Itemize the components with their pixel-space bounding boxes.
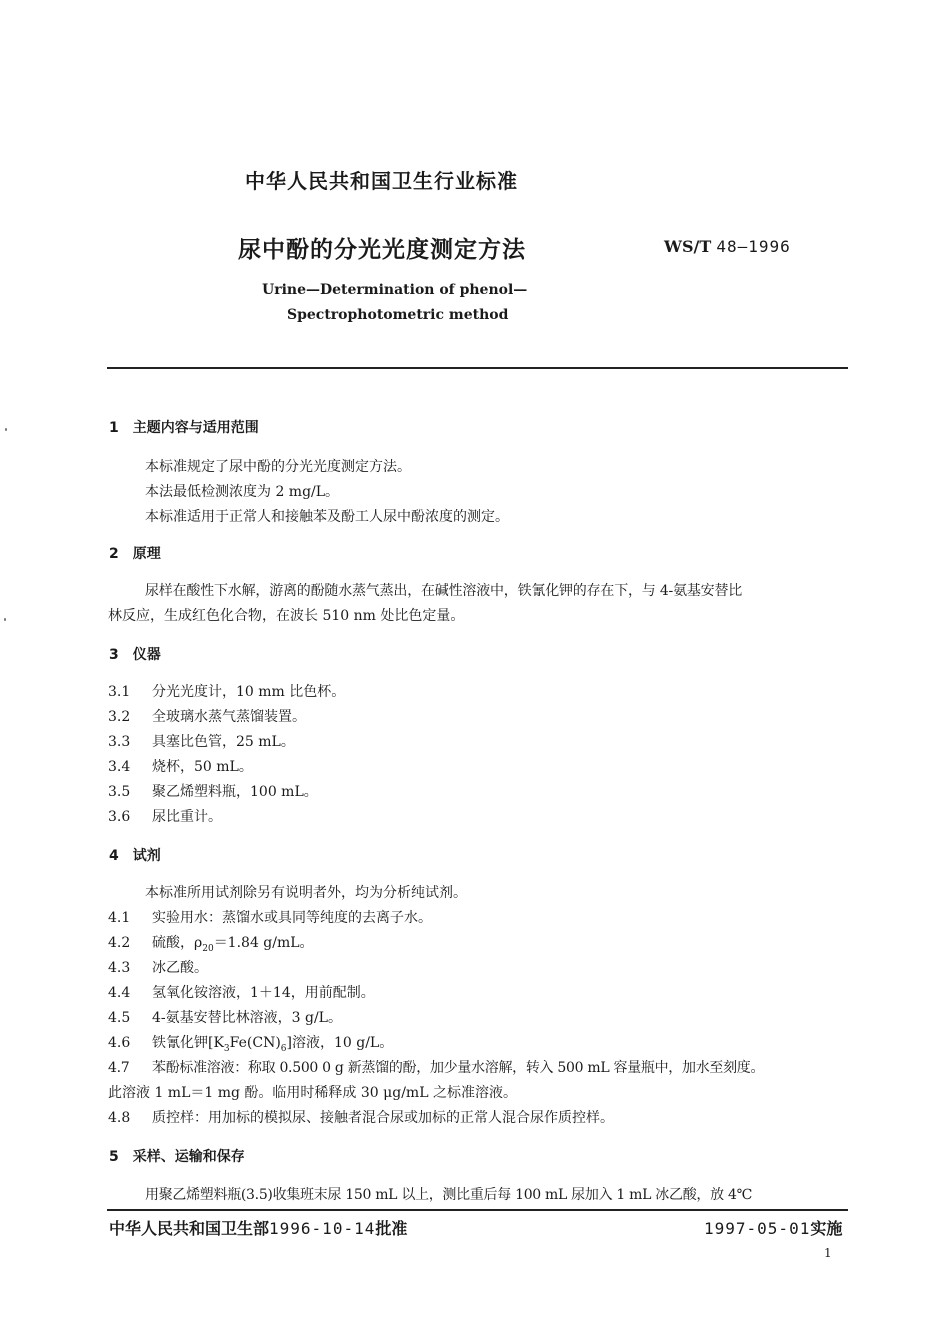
list-item	[108, 1032, 393, 1054]
item-number: 3.3	[108, 734, 131, 750]
implementation-word: 实施	[810, 1219, 843, 1238]
item-number: 4.5	[108, 1010, 131, 1026]
item-number: 3.5	[108, 784, 131, 800]
section-3-heading: 3 仪器	[109, 647, 161, 663]
item-number: 4.4	[108, 985, 131, 1001]
item-number: 4.8	[108, 1110, 131, 1126]
section-5-heading: 5 采样、运输和保存	[109, 1149, 245, 1165]
standard-code	[664, 237, 791, 256]
item-text: 聚乙烯塑料瓶，100 mL。	[152, 784, 318, 800]
list-item	[108, 731, 295, 751]
approval-word: 批准	[375, 1219, 408, 1238]
item-number: 4.3	[108, 960, 131, 976]
section-2-heading: 2 原理	[109, 546, 161, 562]
item-text: 氢氧化铵溶液，1＋14，用前配制。	[152, 985, 375, 1001]
item-number: 4.2	[108, 935, 131, 951]
list-item	[108, 957, 208, 977]
item-number: 4.6	[108, 1035, 131, 1051]
item-text: 实验用水：蒸馏水或具同等纯度的去离子水。	[152, 910, 432, 926]
page-number: 1	[824, 1246, 832, 1260]
item-number: 4.7	[108, 1060, 130, 1076]
section-4-heading: 4 试剂	[109, 848, 161, 864]
section-2-paragraph-line: 尿样在酸性下水解，游离的酚随水蒸气蒸出，在碱性溶液中，铁氰化钾的存在下，与 4-氨基安替比	[145, 583, 743, 599]
list-item	[108, 1057, 764, 1077]
approval-line	[109, 1216, 407, 1239]
section-1-paragraph: 本法最低检测浓度为 2 mg/L。	[145, 484, 340, 500]
item-text: 硫酸，$\rho_{20}=1.84$ g/mL。	[152, 935, 314, 954]
implementation-date: 1997-05-01	[704, 1219, 811, 1238]
item-number: 3.4	[108, 759, 131, 775]
scan-speck	[5, 428, 7, 431]
list-item	[108, 1107, 614, 1127]
footer-divider	[107, 1209, 848, 1211]
list-item	[108, 982, 375, 1002]
list-item	[108, 907, 432, 927]
item-text: 具塞比色管，25 mL。	[152, 734, 295, 750]
implementation-line	[704, 1216, 842, 1239]
item-text: 全玻璃水蒸气蒸馏装置。	[152, 709, 306, 725]
item-number: 3.2	[108, 709, 131, 725]
item-text: 质控样：用加标的模拟尿、接触者混合尿或加标的正常人混合尿作质控样。	[152, 1110, 614, 1126]
item-number: 4.1	[108, 910, 131, 926]
standard-category: 中华人民共和国卫生行业标准	[245, 169, 518, 193]
list-item	[108, 756, 253, 776]
section-5-paragraph: 用聚乙烯塑料瓶(3.5)收集班末尿 150 mL 以上，测比重后每 100 mL 尿加入 1 mL 冰乙酸，放 4℃	[145, 1187, 752, 1203]
list-item	[108, 932, 314, 954]
section-1-paragraph: 本标准适用于正常人和接触苯及酚工人尿中酚浓度的测定。	[145, 509, 509, 525]
item-text: 铁氰化钾$[K_3Fe(CN)_6]$溶液，10 g/L。	[152, 1035, 394, 1054]
document-title-en-line2: Spectrophotometric method	[287, 307, 509, 323]
approval-org: 中华人民共和国卫生部	[109, 1219, 270, 1238]
section-1-paragraph: 本标准规定了尿中酚的分光光度测定方法。	[145, 459, 411, 475]
list-item	[108, 806, 222, 826]
list-item	[108, 1007, 342, 1027]
section-2-paragraph-line: 林反应，生成红色化合物，在波长 510 nm 处比色定量。	[108, 608, 465, 624]
list-item	[108, 681, 345, 701]
item-text: 4-氨基安替比林溶液，3 g/L。	[152, 1010, 342, 1026]
item-text: 尿比重计。	[152, 809, 222, 825]
header-divider	[107, 367, 848, 369]
scan-speck	[4, 618, 6, 621]
standard-code-number: 48—1996	[716, 237, 791, 256]
standard-code-prefix: WS/T	[664, 237, 712, 256]
approval-date: 1996-10-14	[269, 1219, 376, 1238]
document-title-cn: 尿中酚的分光光度测定方法	[238, 237, 526, 263]
list-item	[108, 781, 318, 801]
list-item-continuation: 此溶液 1 mL＝1 mg 酚。临用时稀释成 30 μg/mL 之标准溶液。	[108, 1085, 517, 1101]
list-item	[108, 706, 306, 726]
item-number: 3.6	[108, 809, 131, 825]
item-text: 冰乙酸。	[152, 960, 208, 976]
item-text: 苯酚标准溶液：称取 0.500 0 g 新蒸馏的酚，加少量水溶解，转入 500 mL 容量瓶中，加水至刻度。	[152, 1060, 765, 1076]
item-text: 分光光度计，10 mm 比色杯。	[152, 684, 346, 700]
section-1-heading: 1 主题内容与适用范围	[109, 420, 259, 436]
document-title-en-line1: Urine—Determination of phenol—	[262, 282, 528, 298]
item-text: 烧杯，50 mL。	[152, 759, 253, 775]
item-number: 3.1	[108, 684, 131, 700]
section-4-intro: 本标准所用试剂除另有说明者外，均为分析纯试剂。	[145, 885, 467, 901]
